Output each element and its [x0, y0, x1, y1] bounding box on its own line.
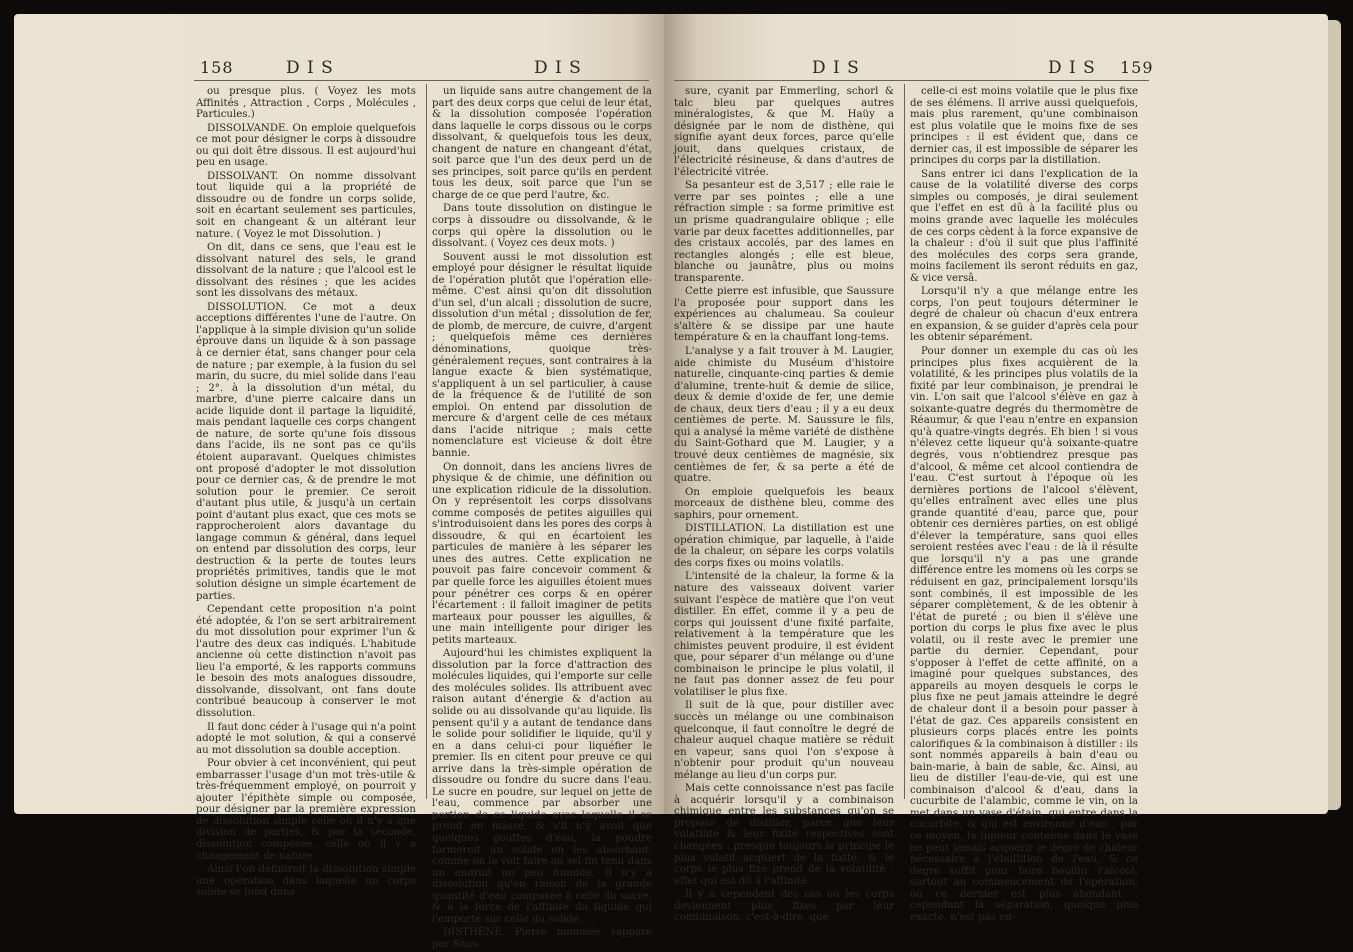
- paragraph: sure, cyanit par Emmerling, schorl & talc bleu par quelques autres minéralogistes, & que M. Haüy a désignée par le nom de disthène, qui signifie ayant deux forces, parce qu'elle jouit, dans quelques cristaux, de l'électricité résineuse, & dans d'autres de l'électricité vitrée.: [674, 86, 894, 178]
- running-head-right: D I S: [1048, 58, 1096, 78]
- paragraph: L'analyse y a fait trouver à M. Laugier, aide chimiste du Muséum d'histoire naturelle, cinquante-cinq parties & demie d'alumine, trente-huit & demie de silice, deux & demie d'oxide de fer, une demie de chaux, deux tiers d'eau ; il y a eu deux centièmes de perte. M. Saussure le fils, qui a analysé la même variété de disthène du Saint-Gothard que M. Laugier, y a trouvé deux centièmes de magnésie, six centièmes de fer, & sa perte a été de quatre.: [674, 346, 894, 485]
- paragraph: DISSOLVANDE. On emploie quelquefois ce mot pour désigner le corps à dissoudre ou qui doit être dissous. Il est aujourd'hui peu en usage.: [196, 122, 416, 169]
- text-column-2: [910, 86, 1138, 925]
- paragraph: Lorsqu'il n'y a que mélange entre les corps, l'on peut toujours déterminer le degré de chaleur où chacun d'eux entrera en expansion, & se guider d'après cela pour les obtenir séparément.: [910, 286, 1138, 344]
- column-rule: [426, 84, 427, 799]
- paragraph: DISSOLUTION. Ce mot a deux acceptions différentes l'une de l'autre. On l'applique à la simple division qu'un solide éprouve dans un liquide & à son passage à ce dernier état, sans changer pour cela de nature ; par exemple, à la fusion du sel marin, du sucre, du miel solide dans l'eau ; 2°. à la dissolution d'un métal, du marbre, d'une pierre calcaire dans un acide liquide dont il partage la liquidité, mais pendant laquelle ces corps changent de nature, de sorte qu'une fois dissous dans l'acide, ils ne sont pas ce qu'ils étoient auparavant. Quelques chimistes ont proposé d'adopter le mot dissolution pour ce dernier cas, & de prendre le mot solution pour le premier. Ce seroit d'autant plus utile, & jusqu'à un certain point d'autant plus exact, que ces mots se rapprocheroient alors davantage du langage commun & général, dans lequel on entend par dissolution des corps, leur destruction & la perte de toutes leurs propriétés primitives, tandis que le mot solution désigne un simple écartement de parties.: [196, 301, 416, 602]
- paragraph: Sans entrer ici dans l'explication de la cause de la volatilité diverse des corps simples ou composés, je dirai seulement que l'effet en est dû à la facilité plus ou moins grande avec laquelle les molécules de ces corps cèdent à la force expansive de la chaleur : d'où il suit que plus l'affinité des molécules des corps sera grande, moins facilement ils seront réduits en gaz, & vice versâ.: [910, 168, 1138, 284]
- paragraph: Sa pesanteur est de 3,517 ; elle raie le verre par ses pointes ; elle a une réfraction simple : sa forme primitive est un prisme quadrangulaire oblique ; elle varie par deux facettes additionnelles, par des cristaux accolés, par des lames en rectangles alongés ; elle est bleue, blanche ou jaunâtre, plus ou moins transparente.: [674, 180, 894, 284]
- text-column-1: [674, 86, 894, 926]
- running-head-left: D I S: [286, 58, 334, 78]
- page-number: 159: [1120, 58, 1154, 77]
- right-page: [664, 14, 1328, 924]
- column-rule: [904, 84, 905, 799]
- paragraph: Il faut donc céder à l'usage qui n'a point adopté le mot solution, & qui a conservé au mot dissolution sa double acception.: [196, 721, 416, 756]
- paragraph: Pour donner un exemple du cas où les principes plus fixes acquièrent de la volatilité, & les principes plus volatils de la fixité par leur combinaison, je prendrai le vin. L'on sait que l'alcool s'élève en gaz à soixante-quatre degrés du thermomètre de Réaumur, & que l'eau n'entre en expansion qu'à quatre-vingts degrés. Eh bien ! si vous n'élevez cette liqueur qu'à soixante-quatre degrés, vous n'obtiendrez presque pas d'alcool, & même cet alcool contiendra de l'eau. C'est surtout à l'époque où les dernières portions de l'alcool s'élèvent, qu'elles entraînent avec elles une plus grande quantité d'eau, parce que, pour obtenir ces dernières parties, on est obligé d'élever la température, sans quoi elles seroient restées avec l'eau : de là il résulte que lorsqu'il n'y a pas une grande différence entre les momens où les corps se réduisent en gaz, principalement lorsqu'ils sont combinés, il est impossible de les séparer complètement, & de les obtenir à l'état de pureté ; ou bien il s'élève une portion du corps le plus fixe avec le plus volatil, ou il reste avec le premier une partie du dernier. Cependant, pour s'opposer à l'effet de cette affinité, on a imaginé pour quelques substances, des appareils au moyen desquels le corps le plus fixe ne peut jamais atteindre le degré de chaleur dont il a besoin pour passer à l'état de gaz. Ces appareils consistent en plusieurs corps placés entre les points calorifiques & la combinaison à distiller : ils sont nommés appareils à bain d'eau ou bain-marie, à bain de sable, &c. Ainsi, au lieu de distiller l'eau-de-vie, qui est une combinaison d'alcool & d'eau, dans la cucurbite de l'alambic, comme le vin, on la met dans un vase d'étain, qui entre dans la cucurbite, & qui est environné d'eau ; par ce moyen, la liqueur contenue dans le vase ne peut jamais acquérir le degré de chaleur nécessaire à l'ébullition de l'eau, & ce degré suffit pour faire bouillir l'alcool, surtout au commencement de l'opération, où ce dernier est plus abondant ; cependant la séparation, quoique plus exacte, n'est pas en-: [910, 346, 1138, 923]
- paragraph: Cependant cette proposition n'a point été adoptée, & l'on se sert arbitrairement du mot dissolution pour exprimer l'un & l'autre des deux cas indiqués. L'habitude ancienne où cette distinction n'avoit pas lieu l'a emporté, & les rapports communs le besoin des mots analogues dissoudre, dissolvande, dissolvant, ont fans doute contribué beaucoup à conserver le mot dissolution.: [196, 604, 416, 719]
- page-number: 158: [200, 58, 234, 77]
- header-rule: [674, 80, 1149, 81]
- paragraph: L'intensité de la chaleur, la forme & la nature des vaisseaux doivent varier suivant l'espèce de matière que l'on veut distiller. En effet, comme il y a peu de corps qui jouissent d'une fixité parfaite, relativement à la température que les chimistes peuvent produire, il est évident que, pour séparer d'un mélange ou d'une combinaison le principe le plus volatil, il ne faut pas donner assez de feu pour volatiliser le plus fixe.: [674, 571, 894, 698]
- paragraph: On donnoit, dans les anciens livres de physique & de chimie, une définition ou une explication ridicule de la dissolution. On y représentoit les corps dissolvans comme composés de petites aiguilles qui s'introduisoient dans les pores des corps à dissoudre, & qui en écartoient les particules de manière à les séparer les unes des autres. Cette explication ne pouvoit pas faire concevoir comment & par quelle force les aiguilles étoient mues pour pénétrer ces corps & en opérer l'écartement : il falloit imaginer de petits marteaux pour pousser les aiguilles, & une main intelligente pour diriger les petits marteaux.: [432, 461, 653, 646]
- paragraph: On dit, dans ce sens, que l'eau est le dissolvant naturel des sels, le grand dissolvant de la nature ; que l'alcool est le dissolvant des résines ; que les acides sont les dissolvans des métaux.: [196, 242, 416, 300]
- paragraph: Il suit de là que, pour distiller avec succès un mélange ou une combinaison quelconque, il faut connoître le degré de chaleur auquel chaque matière se réduit en vapeur, sans quoi l'on s'expose à n'obtenir pour produit qu'un nouveau mélange au lieu d'un corps pur.: [674, 700, 894, 781]
- left-page: [14, 14, 664, 950]
- paragraph: Pour obvier à cet inconvénient, qui peut embarrasser l'usage d'un mot très-utile & très-fréquemment employé, on pourroit y ajouter l'épithète simple ou composée, pour désigner par la première expression de dissolution simple celle où il n'y a que division de parties, & par la seconde, dissolution composée, celle où il y a changement de nature.: [196, 758, 416, 862]
- paragraph: Cette pierre est infusible, que Saussure l'a proposée pour support dans les expériences au chalumeau. Sa couleur s'altère & se dissipe par une haute température & en la chauffant long-tems.: [674, 286, 894, 344]
- paragraph: On emploie quelquefois les beaux morceaux de disthène bleu, comme des saphirs, pour ornement.: [674, 486, 894, 521]
- text-column-2: [432, 86, 652, 952]
- paragraph: Aujourd'hui les chimistes expliquent la dissolution par la force d'attraction des molécules liquides, qui l'emporte sur celle des molécules solides. Ils attribuent avec raison autant d'énergie & d'action au solide ou au dissolvande qu'au liquide. Ils pensent qu'il y a autant de tendance dans le solide pour solidifier le liquide, qu'il y en a dans celui-ci pour liquéfier le premier. Ils en citent pour preuve ce qui arrive dans la très-simple opération de dissoudre ou fondre du sucre dans l'eau. Le sucre en poudre, sur lequel on jette de l'eau, commence par absorber une portion de ce liquide avec laquelle il se prend en masse, & s'il n'y avoit que quelques gouttes d'eau, la poudre formeroit un solide en les absorbant, comme on le voit faire au sel fin tenu dans un endroit un peu humide. Il n'y a dissolution qu'en raison de la grande quantité d'eau comparée à celle du sucre, & à la force de l'affinité du liquide qui l'emporte sur celle du solide.: [432, 648, 652, 925]
- header-rule: [194, 80, 649, 81]
- text-column-1: [196, 86, 416, 901]
- running-head-right: D I S: [534, 58, 582, 78]
- paragraph: Dans toute dissolution on distingue le corps à dissoudre ou dissolvande, & le corps qui opère la dissolution ou le dissolvant. ( Voyez ces deux mots. ): [432, 203, 652, 250]
- paragraph: DISTILLATION. La distillation est une opération chimique, par laquelle, à l'aide de la chaleur, on sépare les corps volatils des corps fixes ou moins volatils.: [674, 523, 894, 569]
- paragraph: DISSOLVANT. On nomme dissolvant tout liquide qui a la propriété de dissoudre ou de fondre un corps solide, soit en écartant seulement ses particules, soit en changeant & un altérant leur nature. ( Voyez le mot Dissolution. ): [196, 170, 416, 240]
- paragraph: un liquide sans autre changement de la part des deux corps que celui de leur état, & la dissolution composée l'opération dans laquelle le corps dissous ou le corps dissolvant, & quelquefois tous les deux, changent de nature en changeant d'état, soit parce que l'un des deux perd un de ses principes, soit parce qu'ils en perdent tous les deux, soit parce que l'un se charge de ce que perd l'autre, &c.: [432, 86, 652, 201]
- paragraph: DISTHÈNE. Pierre nommée sappare par Saus-: [432, 927, 652, 950]
- page-edges: [1328, 20, 1341, 810]
- paragraph: Mais cette connoissance n'est pas facile à acquérir lorsqu'il y a combinaison chimique entre les substances qu'on se propose de distiller, parce que leur volatilité & leur fixité respectives sont changées : presque toujours le principe le plus volatil acquiert de la fixité, & le corps le plus fixe prend de la volatilité ; effet qui est dû à l'affinité.: [674, 783, 894, 887]
- paragraph: Il y a cependant des cas où les corps deviennent plus fixes par leur combinaison, c'est-à-dire, que: [674, 889, 894, 924]
- paragraph: Souvent aussi le mot dissolution est employé pour désigner le résultat liquide de l'opération plutôt que l'opération elle-même. C'est ainsi qu'on dit dissolution d'un sel, d'un alcali ; dissolution de sucre, dissolution d'un métal ; dissolution de fer, de plomb, de mercure, de cuivre, d'argent ; quelquefois même ces dernières dénominations, quoique très-généralement reçues, sont contraires à la langue exacte & bien systématique, s'appliquent à un sel particulier, à cause de la fréquence & de l'utilité de son emploi. On entend par dissolution de mercure & d'argent celle de ces métaux dans l'acide nitrique ; mais cette nomenclature est vicieuse & doit être bannie.: [432, 251, 652, 459]
- paragraph: ou presque plus. ( Voyez les mots Affinités , Attraction , Corps , Molécules , Particules.): [196, 86, 416, 121]
- running-head-left: D I S: [812, 58, 860, 78]
- paragraph: Ainsi l'on définiroit la dissolution simple une opération dans laquelle un corps solide se fond dans: [196, 864, 416, 899]
- paragraph: celle-ci est moins volatile que le plus fixe de ses élémens. Il arrive aussi quelquefois, mais plus rarement, qu'une combinaison est plus volatile que le moins fixe de ses principes : il est évident que, dans ce dernier cas, il est impossible de séparer les principes du corps par la distillation.: [910, 86, 1138, 167]
